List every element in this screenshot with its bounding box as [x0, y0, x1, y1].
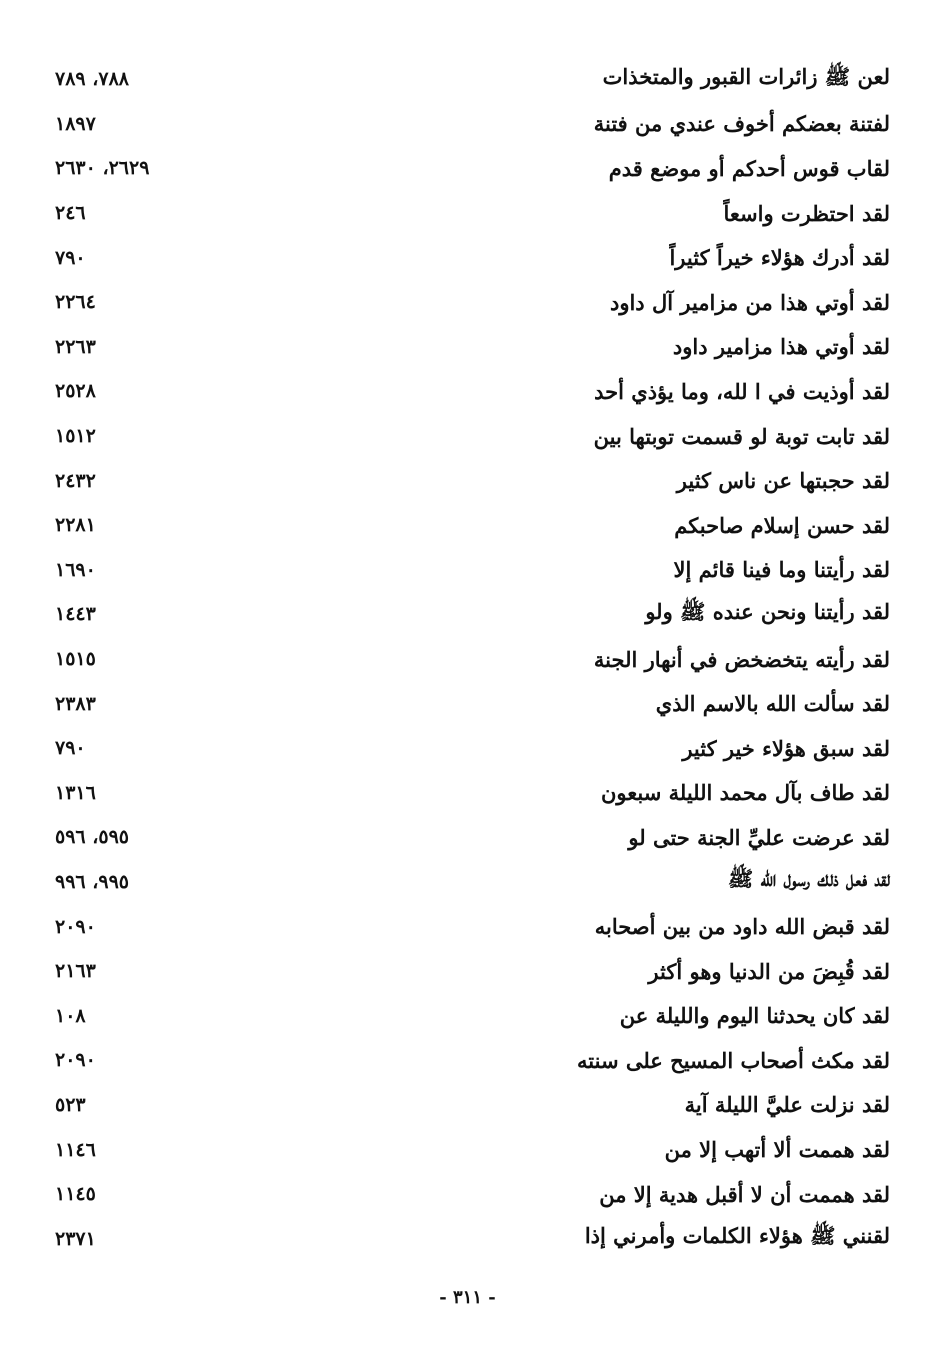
index-entry [55, 993, 890, 1038]
index-entry [55, 771, 890, 816]
entry-refs: ٧٩٠ [55, 737, 86, 760]
entry-refs: ١١٤٥ [55, 1183, 96, 1206]
entry-text: لقد هممت أن لا أقبل هدية إلا من [599, 1181, 890, 1207]
entry-text: لقنني ﷺ هؤلاء الكلمات وأمرني إذا [584, 1223, 890, 1249]
entry-refs: ١١٤٦ [55, 1138, 96, 1161]
index-entry [55, 1127, 890, 1172]
entry-refs: ١٦٩٠ [55, 558, 96, 581]
entry-refs: ٢٤٦ [55, 202, 86, 225]
entry-text: لقد كان يحدثنا اليوم والليلة عن [619, 1003, 890, 1029]
index-entry [55, 637, 890, 682]
index-entry [55, 146, 890, 191]
index-entry [55, 949, 890, 994]
entry-refs: ٢٣٧١ [55, 1227, 96, 1250]
entry-refs: ٢٠٩٠ [55, 915, 96, 938]
index-entry [55, 369, 890, 414]
entry-text: لقد حسن إسلام صاحبكم [674, 512, 890, 538]
entry-text: لقاب قوس أحدكم أو موضع قدم [608, 155, 890, 181]
entry-refs: ٥٩٥، ٥٩٦ [55, 826, 129, 849]
entry-text: لقد فعل ذلك رسول الله ﷺ [727, 866, 890, 892]
hadith-index-list [55, 57, 890, 1261]
index-entry [55, 503, 890, 548]
entry-text: لقد حجبتها عن ناس كثير [676, 468, 890, 494]
entry-text: لقد مكث أصحاب المسيح على سنته [577, 1047, 890, 1073]
entry-refs: ١٨٩٧ [55, 112, 96, 135]
entry-text: لقد أوتي هذا من مزامير آل داود [609, 289, 890, 315]
index-entry [55, 280, 890, 325]
entry-refs: ١٥١٥ [55, 648, 96, 671]
entry-refs: ٢٠٩٠ [55, 1049, 96, 1072]
entry-refs: ٢٣٨٣ [55, 692, 96, 715]
entry-text: لقد احتظرت واسعاً [723, 200, 890, 226]
entry-refs: ١٥١٢ [55, 425, 96, 448]
index-entry [55, 1216, 890, 1261]
entry-text: لقد طاف بآل محمد الليلة سبعون [600, 780, 890, 806]
entry-text: لقد نزلت عليَّ الليلة آية [684, 1092, 890, 1118]
entry-refs: ٢٢٦٣ [55, 335, 96, 358]
entry-text: لقد تابت توبة لو قسمت توبتها بين [593, 423, 890, 449]
index-entry [55, 681, 890, 726]
entry-refs: ٢٦٢٩، ٢٦٣٠ [55, 157, 150, 180]
index-entry [55, 815, 890, 860]
entry-text: لقد رأيته يتخضخض في أنهار الجنة [593, 646, 890, 672]
entry-refs: ٢٢٨١ [55, 514, 96, 537]
entry-refs: ٧٩٠ [55, 246, 86, 269]
entry-refs: ٢٢٦٤ [55, 291, 96, 314]
entry-text: لقد رأيتنا ونحن عنده ﷺ ولو [645, 598, 890, 624]
entry-text: لقد أدرك هؤلاء خيراً كثيراً [669, 245, 890, 271]
entry-refs: ٢٥٢٨ [55, 380, 96, 403]
entry-text: لقد سبق هؤلاء خير كثير [682, 735, 890, 761]
entry-refs: ١٣١٦ [55, 781, 96, 804]
index-entry [55, 57, 890, 102]
index-entry [55, 1038, 890, 1083]
entry-refs: ١٠٨ [55, 1004, 86, 1027]
index-entry [55, 548, 890, 593]
entry-text: لفتنة بعضكم أخوف عندي من فتنة [593, 111, 890, 137]
index-entry [55, 1083, 890, 1128]
entry-refs: ٥٢٣ [55, 1093, 86, 1116]
index-entry [55, 325, 890, 370]
index-entry [55, 458, 890, 503]
index-entry [55, 726, 890, 771]
index-entry [55, 102, 890, 147]
entry-text: لقد رأيتنا وما فينا قائم إلا [673, 557, 890, 583]
entry-refs: ٧٨٨، ٧٨٩ [55, 68, 129, 91]
index-entry [55, 1172, 890, 1217]
index-entry [55, 235, 890, 280]
page-number: - ٣١١ - [439, 1287, 496, 1308]
entry-text: لقد قبض الله داود من بين أصحابه [594, 914, 890, 940]
index-entry [55, 860, 890, 905]
entry-text: لقد أوتي هذا مزامير داود [672, 334, 890, 360]
entry-refs: ٢٤٣٢ [55, 469, 96, 492]
entry-text: لقد عرضت عليِّ الجنة حتى لو [628, 824, 890, 850]
index-entry [55, 191, 890, 236]
entry-refs: ٩٩٥، ٩٩٦ [55, 870, 129, 893]
entry-text: لقد قُبِضَ من الدنيا وهو أكثر [648, 958, 890, 984]
entry-refs: ٢١٦٣ [55, 960, 96, 983]
entry-text: لقد أوذيت في ا لله، وما يؤذي أحد [594, 378, 890, 404]
entry-text: لقد هممت ألا أتهب إلا من [664, 1137, 890, 1163]
entry-refs: ١٤٤٣ [55, 603, 96, 626]
index-entry [55, 904, 890, 949]
index-entry [55, 592, 890, 637]
index-entry [55, 414, 890, 459]
entry-text: لقد سألت الله بالاسم الذي [655, 691, 890, 717]
entry-text: لعن ﷺ زائرات القبور والمتخذات [602, 63, 890, 89]
